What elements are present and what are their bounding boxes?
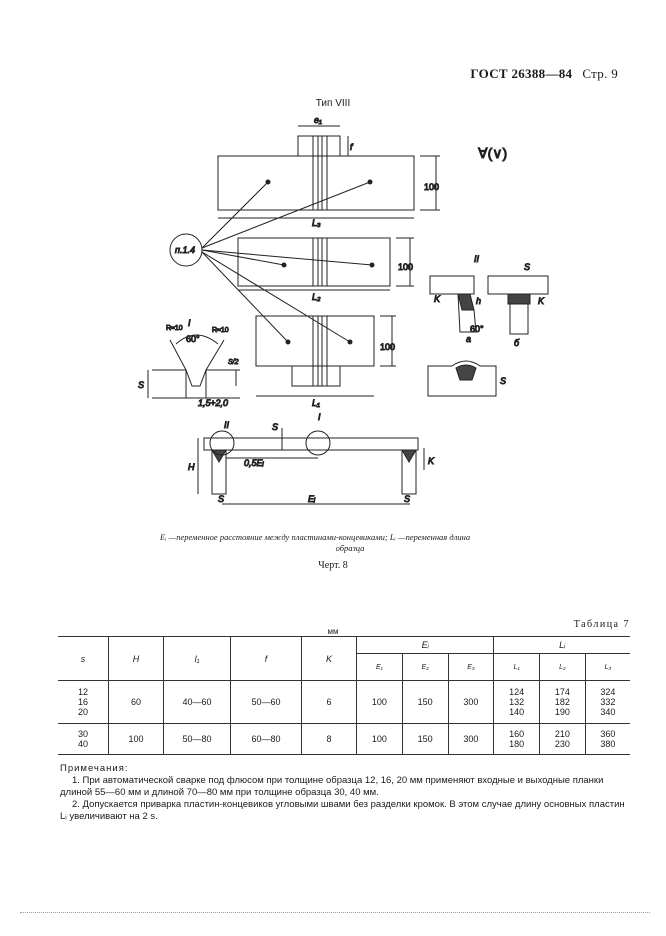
col-f: f xyxy=(231,637,302,681)
cell-H: 100 xyxy=(109,724,164,755)
detail-II xyxy=(428,276,548,396)
col-L3: L₃ xyxy=(585,654,630,681)
col-L1: L₁ xyxy=(494,654,540,681)
cell-f: 60—80 xyxy=(231,724,302,755)
label-half-e: 0,5Eᵢ xyxy=(244,458,264,468)
col-E1: E₁ xyxy=(357,654,403,681)
label-angle-II: 60° xyxy=(470,324,484,334)
label-height-2: 100 xyxy=(398,262,414,272)
table-units: мм xyxy=(327,627,339,636)
cell-L1: 124 132 140 xyxy=(494,681,540,724)
label-s-left: S xyxy=(218,494,225,504)
cell-H: 60 xyxy=(109,681,164,724)
label-h-a: h xyxy=(476,296,482,306)
page-header xyxy=(470,66,618,82)
label-II-marker: II xyxy=(224,420,230,430)
notes-heading: Примечания: xyxy=(60,763,129,774)
legend-line-2: образца xyxy=(335,543,365,553)
label-s-right: S xyxy=(404,494,411,504)
scan-artifact-line xyxy=(20,912,650,913)
label-H: H xyxy=(188,462,195,472)
label-K-b: K xyxy=(538,296,545,306)
cell-K: 6 xyxy=(302,681,357,724)
cell-L3: 360 380 xyxy=(585,724,630,755)
specimen-lower xyxy=(256,316,396,396)
table-row xyxy=(58,681,630,724)
note-item: 2. Допускается приварка пластин-концевиков угловыми швами без разделки кромок. В этом случае длину основных пластин Lᵢ увеличивают на 2 s. xyxy=(60,799,625,822)
cell-f: 50—60 xyxy=(231,681,302,724)
label-s2: S/2 xyxy=(228,359,239,366)
cell-L1: 160 180 xyxy=(494,724,540,755)
cell-E1: 100 xyxy=(357,724,403,755)
col-E3: E₃ xyxy=(448,654,494,681)
figure-type-label: Тип VIII xyxy=(315,98,351,109)
label-height-1: 100 xyxy=(424,182,440,192)
cell-E3: 300 xyxy=(448,724,494,755)
technical-drawing xyxy=(0,108,666,528)
cell-E3: 300 xyxy=(448,681,494,724)
standard-number: ГОСТ 26388—84 xyxy=(470,66,573,81)
label-s-plate: S xyxy=(272,422,279,432)
specimen-top xyxy=(218,126,440,218)
label-angle-I: 60° xyxy=(186,334,200,344)
table-caption: Таблица 7 xyxy=(573,619,630,630)
label-L3: L₃ xyxy=(312,218,321,228)
cell-E2: 150 xyxy=(402,681,448,724)
cell-E2: 150 xyxy=(402,724,448,755)
label-r-left: R≈10 xyxy=(166,325,183,332)
label-r-right: R≈10 xyxy=(212,327,229,334)
col-Li: Lᵢ xyxy=(494,637,630,654)
cell-K: 8 xyxy=(302,724,357,755)
label-gap: 1,5÷2,0 xyxy=(198,398,228,408)
label-I-detail: I xyxy=(188,318,191,328)
detail-groove-I xyxy=(148,335,240,398)
label-b: б xyxy=(514,338,520,348)
label-Ei: Eᵢ xyxy=(308,494,316,504)
assembly-side-view xyxy=(198,428,424,504)
cell-s: 12 16 20 xyxy=(58,681,109,724)
col-Ei: Eᵢ xyxy=(357,637,494,654)
figure-legend xyxy=(160,532,540,554)
callout xyxy=(170,182,372,342)
label-L2: L₂ xyxy=(312,292,321,302)
col-E2: E₂ xyxy=(402,654,448,681)
cell-E1: 100 xyxy=(357,681,403,724)
label-II-detail: II xyxy=(474,254,480,264)
table-7 xyxy=(58,636,630,755)
col-H: H xyxy=(109,637,164,681)
label-e1: e₁ xyxy=(314,115,322,125)
specimen-middle xyxy=(238,238,414,290)
cell-l1: 40—60 xyxy=(164,681,231,724)
notes-section xyxy=(60,763,632,823)
col-L2: L₂ xyxy=(540,654,586,681)
cell-l1: 50—80 xyxy=(164,724,231,755)
label-f: f xyxy=(350,142,353,152)
col-l1: l₁ xyxy=(164,637,231,681)
figure-caption: Черт. 8 xyxy=(318,560,348,571)
col-K: K xyxy=(302,637,357,681)
page-number: Стр. 9 xyxy=(582,66,618,81)
col-s: s xyxy=(58,637,109,681)
cell-L3: 324 332 340 xyxy=(585,681,630,724)
label-L1: L₁ xyxy=(312,398,320,408)
callout-label: п.1.4 xyxy=(175,245,195,255)
note-item: 1. При автоматической сварке под флюсом при толщине образца 12, 16, 20 мм применяют входные и выходные планки длиной 55—60 мм и длиной 70—80 мм при толщине образца 30, 40 мм. xyxy=(60,775,604,798)
cell-L2: 174 182 190 xyxy=(540,681,586,724)
roughness-symbol: ∀(∨) xyxy=(478,145,508,161)
cell-L2: 210 230 xyxy=(540,724,586,755)
label-s-II: S xyxy=(524,262,531,272)
label-s-I: S xyxy=(138,380,145,390)
label-I-marker: I xyxy=(318,412,321,422)
label-s-weld: S xyxy=(500,376,507,386)
table-row xyxy=(58,724,630,755)
label-K-assembly: K xyxy=(428,456,435,466)
label-a: а xyxy=(466,334,472,344)
legend-line-1: Eᵢ —переменное расстояние между пластинами-концевиками; Lᵢ —переменная длина xyxy=(160,532,471,542)
cell-s: 30 40 xyxy=(58,724,109,755)
label-height-3: 100 xyxy=(380,342,396,352)
label-K-a: K xyxy=(434,294,441,304)
